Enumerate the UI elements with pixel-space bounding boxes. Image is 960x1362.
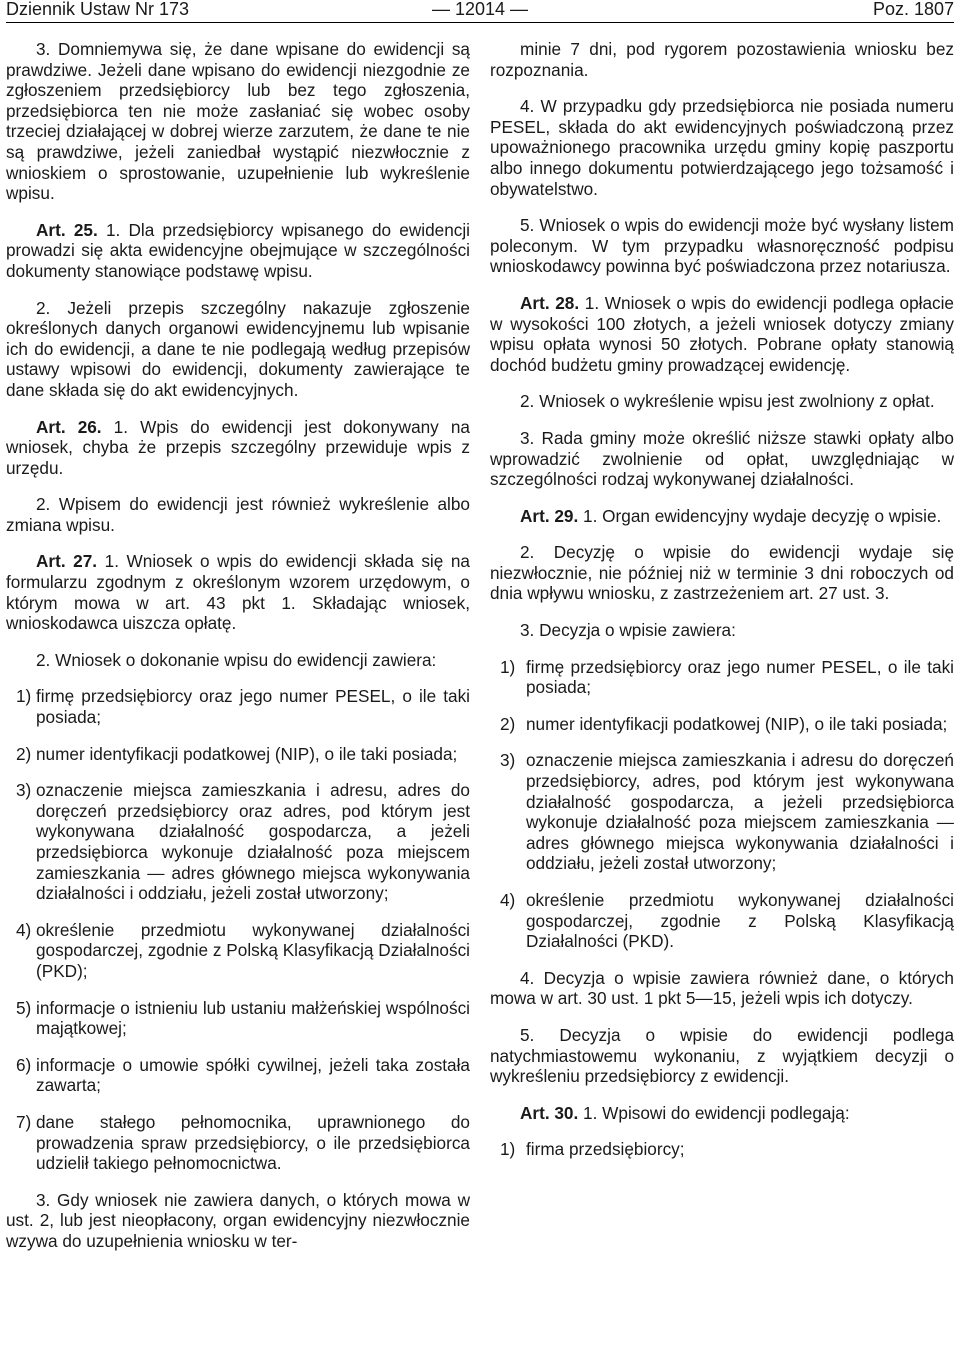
article-label: Art. 28. — [520, 292, 580, 313]
list-item-text: informacje o istnieniu lub ustaniu małżeńskiej wspólności majątkowej; — [36, 997, 470, 1039]
right-column — [490, 39, 954, 1176]
list-item — [6, 686, 470, 727]
article-label: Art. 26. — [36, 416, 102, 437]
article-text: 1. Wpis do ewidencji jest dokonywany na wniosek, chyba że przepis szczególny przewiduje wpis z urzędu. — [6, 416, 470, 478]
paragraph: minie 7 dni, pod rygorem pozostawienia wniosku bez rozpoznania. — [490, 39, 954, 80]
list-item — [6, 780, 470, 904]
list-item — [490, 714, 954, 735]
list-item-number: 5) — [16, 997, 32, 1018]
page-header — [6, 0, 954, 23]
list-item-number: 4) — [500, 890, 516, 910]
list-item-number: 3) — [16, 780, 32, 801]
article-paragraph — [490, 293, 954, 375]
list-item-number: 4) — [16, 919, 32, 940]
paragraph: 3. Decyzja o wpisie zawiera: — [520, 620, 736, 641]
article-label: Art. 25. — [36, 219, 98, 240]
list-item-text: oznaczenie miejsca zamieszkania i adresu, adres do doręczeń przedsiębiorcy oraz adres, pod którym jest wykonywana działalność gospodarcza, a jeżeli przedsiębiorca wykonuje działalność poza miejscem zamieszkania — adres głównego miejsca wykonywania działalności i oddziału, jeżeli został utworzony; — [36, 780, 470, 904]
list-item-text: firmę przedsiębiorcy oraz jego numer PESEL, o ile taki posiada; — [526, 656, 954, 698]
left-column — [6, 39, 470, 1268]
list-item-text: informacje o umowie spółki cywilnej, jeżeli taka została zawarta; — [36, 1054, 470, 1096]
list-item-number: 1) — [16, 686, 32, 707]
paragraph: 2. Jeżeli przepis szczególny nakazuje zgłoszenie określonych danych organowi ewidencyjnemu lub wpisanie ich do ewidencji, a dane te nie podlegają według przepisów ustawy wpisowi do ewidencji, dokumenty zawierające te dane składa się do akt ewidencyjnych. — [6, 297, 470, 400]
article-text: 1. Organ ewidencyjny wydaje decyzję o wpisie. — [578, 505, 942, 526]
paragraph: 2. Wpisem do ewidencji jest również wykreślenie albo zmiana wpisu. — [6, 494, 470, 535]
list-item — [6, 1112, 470, 1174]
paragraph: 4. Decyzja o wpisie zawiera również dane, o których mowa w art. 30 ust. 1 pkt 5—15, jeżeli wpis ich dotyczy. — [490, 967, 954, 1009]
list-item — [490, 890, 954, 952]
list-item-text: firmę przedsiębiorcy oraz jego numer PESEL, o ile taki posiada; — [36, 686, 470, 728]
list-item — [6, 920, 470, 982]
list-item-number: 2) — [16, 743, 32, 764]
list-item-number: 6) — [16, 1054, 32, 1075]
article-text: 1. Dla przedsiębiorcy wpisanego do ewidencji prowadzi się akta ewidencyjne obejmujące w szczególności dokumenty stanowiące podstawę wpisu. — [6, 219, 470, 281]
list-item-number: 1) — [500, 1139, 516, 1160]
list-item — [6, 1055, 470, 1096]
article-paragraph — [6, 417, 470, 479]
list-item-text: określenie przedmiotu wykonywanej działalności gospodarczej, zgodnie z Polską Klasyfikacją Działalności (PKD); — [36, 919, 470, 981]
article-text: 1. Wniosek o wpis do ewidencji podlega opłacie w wysokości 100 złotych, a jeżeli wniosek dotyczy zmiany wpisu opłata wynosi 50 złotych. Pobrane opłaty stanowią dochód budżetu gminy prowadzącej ewidencję. — [490, 292, 954, 375]
paragraph: 3. Domniemywa się, że dane wpisane do ewidencji są prawdziwe. Jeżeli dane wpisano do ewidencji niezgodnie ze zgłoszeniem przedsiębiorcy lub bez tego zgłoszenia, przedsiębiorca ten nie może zasłaniać się wobec osoby trzeciej działającej w dobrej wierze zarzutem, że dane te nie są prawdziwe, jeżeli zaniedbał wystąpić niezwłocznie z wnioskiem o sprostowanie, uzupełnienie lub wykreślenie wpisu. — [6, 39, 470, 204]
list-item — [490, 1139, 954, 1160]
paragraph: 4. W przypadku gdy przedsiębiorca nie posiada numeru PESEL, składa do akt ewidencyjnych poświadczoną przez upoważnionego pracownika urzędu gminy kopię paszportu albo innego dokumentu potwierdzającego jego tożsamość i obywatelstwo. — [490, 96, 954, 199]
paragraph: 2. Decyzję o wpisie do ewidencji wydaje się niezwłocznie, nie później niż w terminie 3 dni roboczych od dnia wpływu wniosku, z zastrzeżeniem art. 27 ust. 3. — [490, 542, 954, 604]
list-item — [490, 750, 954, 874]
article-text: 1. Wpisowi do ewidencji podlegają: — [578, 1102, 850, 1123]
list-item-text: firma przedsiębiorcy; — [526, 1139, 685, 1160]
article-paragraph — [490, 506, 954, 527]
position-number: Poz. 1807 — [872, 0, 954, 19]
list-item-text: numer identyfikacji podatkowej (NIP), o ile taki posiada; — [526, 713, 948, 734]
paragraph: 2. Wniosek o dokonanie wpisu do ewidencji zawiera: — [36, 649, 437, 670]
list-item-number: 2) — [500, 713, 516, 734]
list-item-text: dane stałego pełnomocnika, uprawnionego do prowadzenia spraw przedsiębiorcy, o ile przedsiębiorca udzielił takiego pełnomocnictwa. — [36, 1111, 470, 1174]
list-item-number: 3) — [500, 750, 516, 771]
paragraph: 5. Wniosek o wpis do ewidencji może być wysłany listem poleconym. W tym przypadku własnoręczność podpisu wnioskodawcy powinna być poświadczona przez notariusza. — [490, 215, 954, 277]
paragraph: 5. Decyzja o wpisie do ewidencji podlega natychmiastowemu wykonaniu, z wyjątkiem decyzji o wykreśleniu przedsiębiorcy z ewidencji. — [490, 1024, 954, 1087]
list-item-text: numer identyfikacji podatkowej (NIP), o ile taki posiada; — [36, 743, 458, 764]
article-label: Art. 29. — [520, 505, 579, 526]
list-item — [490, 657, 954, 698]
list-item-text: określenie przedmiotu wykonywanej działalności gospodarczej, zgodnie z Polską Klasyfikacją Działalności (PKD). — [526, 890, 954, 952]
paragraph: 3. Gdy wniosek nie zawiera danych, o których mowa w ust. 2, lub jest nieopłacony, organ ewidencyjny niezwłocznie wzywa do uzupełnienia wniosku w ter- — [6, 1189, 470, 1251]
list-item — [6, 998, 470, 1039]
paragraph: 2. Wniosek o wykreślenie wpisu jest zwolniony z opłat. — [520, 391, 935, 412]
list-item — [6, 744, 470, 765]
list-item-text: oznaczenie miejsca zamieszkania i adresu do doręczeń przedsiębiorcy, adres, pod którym jest wykonywana działalność gospodarcza, a jeżeli przedsiębiorca wykonuje działalność poza miejscem zamieszkania — adres głównego miejsca wykonywania działalności i oddziału, jeżeli został utworzony; — [526, 750, 954, 874]
list-item-number: 1) — [500, 656, 516, 677]
article-paragraph — [6, 220, 470, 282]
article-paragraph — [490, 1103, 954, 1124]
list-item-number: 7) — [16, 1111, 32, 1132]
paragraph: 3. Rada gminy może określić niższe stawki opłaty albo wprowadzić zwolnienie od opłat, uwzględniając w szczególności rodzaj wykonywanej działalności. — [490, 427, 954, 490]
article-label: Art. 27. — [36, 551, 98, 572]
page-number: — 12014 — — [431, 0, 529, 19]
article-paragraph — [6, 551, 470, 633]
article-text: 1. Wniosek o wpis do ewidencji składa się na formularzu zgodnym z określonym wzorem urzędowym, o którym mowa w art. 43 pkt 1. Składając wniosek, wnioskodawca uiszcza opłatę. — [6, 551, 470, 634]
article-label: Art. 30. — [520, 1102, 579, 1123]
publication-title: Dziennik Ustaw Nr 173 — [6, 0, 190, 19]
